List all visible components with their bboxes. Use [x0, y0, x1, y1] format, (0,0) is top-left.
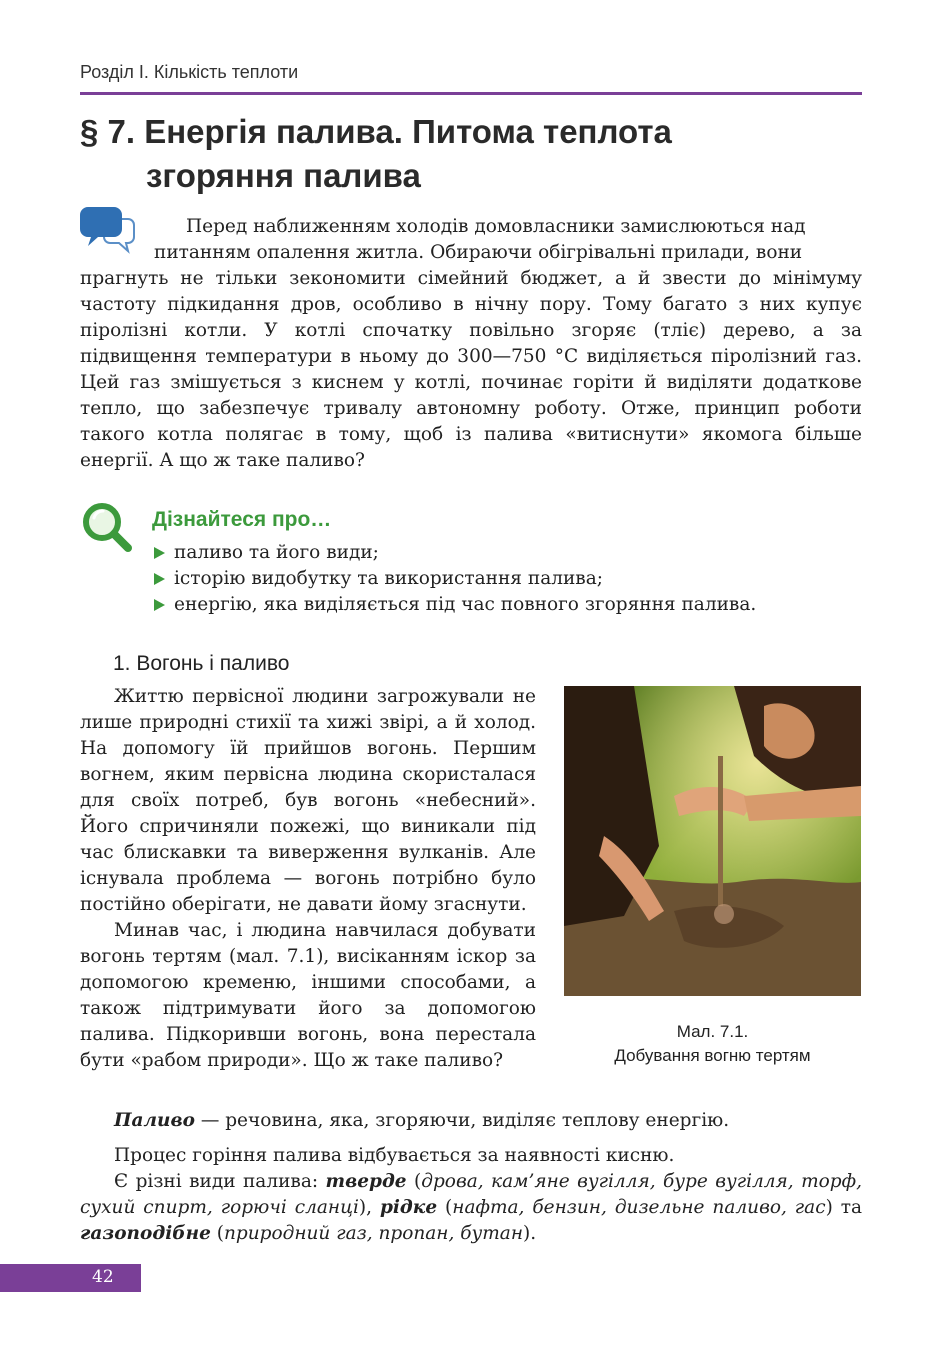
page-number: 42 [92, 1267, 114, 1287]
running-header: Розділ І. Кількість теплоти [80, 62, 299, 82]
triangle-bullet-icon [154, 573, 165, 585]
liquid-examples: нафта, бензин, дизельне паливо, гас [452, 1197, 826, 1218]
intro-line-2: питанням опалення житла. Обираючи обігрівальні прилади, вони [154, 242, 803, 263]
combustion-sentence: Процес горіння палива відбувається за наявності кисню. [114, 1145, 675, 1166]
triangle-bullet-icon [154, 599, 165, 611]
page-title [80, 110, 862, 198]
definition-paragraph [80, 1108, 862, 1134]
list-item: енергію, яка виділяється під час повного згоряння палива. [152, 592, 852, 618]
learn-list [152, 540, 852, 618]
header-divider [80, 92, 862, 95]
liquid-term: рідке [379, 1197, 438, 1218]
figure-label: Мал. 7.1. [676, 1022, 749, 1041]
solid-examples: дрова, кам’яне вугілля, буре вугілля, торф, сухий спирт, горючі сланці [80, 1171, 862, 1218]
intro-rest: прагнуть не тільки зекономити сімейний бюджет, а й звести до мінімуму частоту підкидання дров, особливо в нічну пору. Тому багато з них купує піролізні котли. У котлі спочатку повільно згоряє (тліє) дерево, а за підвищення температури в ньому до 300—750 °С виділяється піролізний газ. Цей газ змішується з киснем у котлі, починає горіти й виділяти додаткове тепло, що забезпечує тривалу автономну роботу. Отже, принцип роботи такого котла полягає в тому, щоб із палива «витиснути» якомога більше енергії. А що ж таке паливо? [80, 268, 862, 471]
figure-caption-text: Добування вогню тертям [614, 1046, 811, 1065]
title-line-1: § 7. Енергія палива. Питома теплота [80, 113, 672, 150]
solid-term: тверде [325, 1171, 407, 1192]
fire-by-friction-photo [564, 686, 861, 996]
figure-caption [564, 1020, 861, 1068]
list-item: історію видобутку та використання палива; [152, 566, 852, 592]
definition-term: Паливо [114, 1110, 195, 1131]
fuel-types-paragraph: Є різні види палива: тверде (дрова, кам’яне вугілля, буре вугілля, торф, сухий спирт, горючі сланці), рідке (нафта, бензин, дизельне паливо, гас) та газоподібне (природний газ, пропан, бутан). [80, 1171, 862, 1244]
fuel-types-block [80, 1143, 862, 1247]
page-number-bar [0, 1264, 141, 1292]
intro-line-1: Перед наближенням холодів домовласники замислюються над [186, 216, 806, 237]
gas-examples: природний газ, пропан, бутан [223, 1223, 524, 1244]
title-line-2: згоряння палива [146, 157, 421, 194]
triangle-bullet-icon [154, 547, 165, 559]
section-text-column [80, 684, 536, 1074]
gas-term: газоподібне [80, 1223, 211, 1244]
intro-paragraph [80, 214, 862, 474]
section-paragraph-1: Життю первісної людини загрожували не лише природні стихії та хижі звірі, а й холод. На допомогу їй прийшов вогонь. Першим вогнем, яким первісна людина скористалася для своїх потреб, був вогонь «небесний». Його спричиняли пожежі, що виникали під час блискавки та виверження вулканів. Але існувала проблема — вогонь потрібно було постійно оберігати, не давати йому згаснути. [80, 686, 536, 915]
definition-text: — речовина, яка, згоряючи, виділяє теплову енергію. [194, 1110, 730, 1131]
section-heading: 1. Вогонь і паливо [113, 652, 290, 675]
magnifier-icon [80, 500, 136, 556]
list-item: паливо та його види; [152, 540, 852, 566]
section-paragraph-2: Минав час, і людина навчилася добувати вогонь тертям (мал. 7.1), висіканням іскор за допомогою кременю, іншими способами, а також підтримувати його за допомогою палива. Підкоривши вогонь, вона перестала бути «рабом природи». Що ж таке паливо? [80, 920, 536, 1071]
learn-title: Дізнайтеся про… [152, 508, 332, 531]
